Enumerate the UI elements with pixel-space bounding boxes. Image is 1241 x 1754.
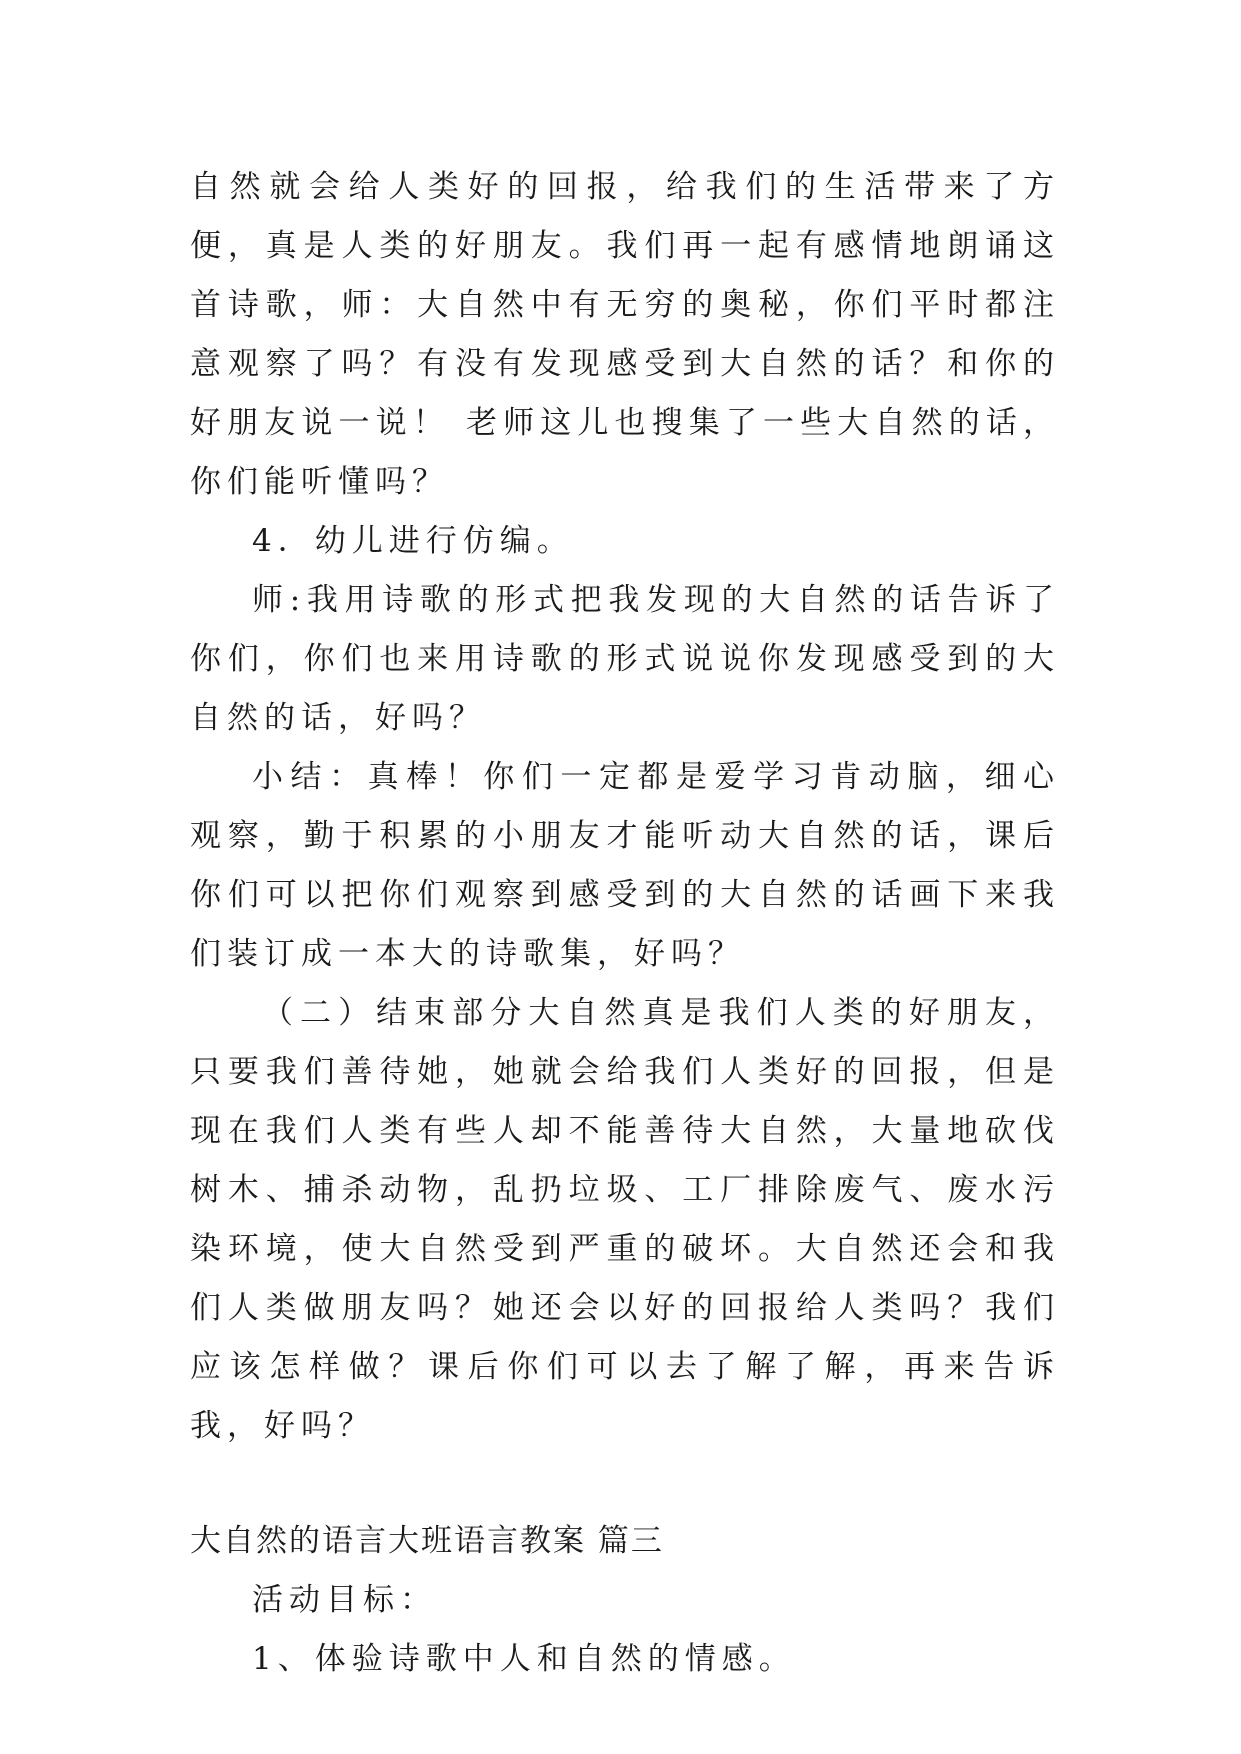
section-spacer	[190, 1456, 1060, 1512]
paragraph-step-4: 4．幼儿进行仿编。	[252, 523, 574, 559]
paragraph-continuation: 自然就会给人类好的回报，给我们的生活带来了方便，真是人类的好朋友。我们再一起有感情地朗诵这首诗歌，师：大自然中有无穷的奥秘，你们平时都注意观察了吗？有没有发现感受到大自然的话？和你的好朋友说一说！ 老师这儿也搜集了一些大自然的话，你们能听懂吗？	[190, 169, 1060, 500]
activity-goal-1: 1、体验诗歌中人和自然的情感。	[252, 1641, 796, 1677]
paragraph-summary: 小结：真棒！你们一定都是爱学习肯动脑，细心观察，勤于积累的小朋友才能听动大自然的话，课后你们可以把你们观察到感受到的大自然的话画下来我们装订成一本大的诗歌集，好吗？	[190, 759, 1060, 972]
section-heading: 大自然的语言大班语言教案 篇三	[190, 1523, 664, 1559]
activity-goals-label: 活动目标：	[252, 1582, 437, 1618]
document-body	[190, 158, 1060, 1689]
paragraph-conclusion: （二）结束部分大自然真是我们人类的好朋友，只要我们善待她，她就会给我们人类好的回报，但是现在我们人类有些人却不能善待大自然，大量地砍伐树木、捕杀动物，乱扔垃圾、工厂排除废气、废水污染环境，使大自然受到严重的破坏。大自然还会和我们人类做朋友吗？她还会以好的回报给人类吗？我们应该怎样做？课后你们可以去了解了解，再来告诉我，好吗？	[190, 995, 1060, 1444]
paragraph-teacher-prompt: 师:我用诗歌的形式把我发现的大自然的话告诉了你们，你们也来用诗歌的形式说说你发现感受到的大自然的话，好吗？	[190, 582, 1060, 736]
